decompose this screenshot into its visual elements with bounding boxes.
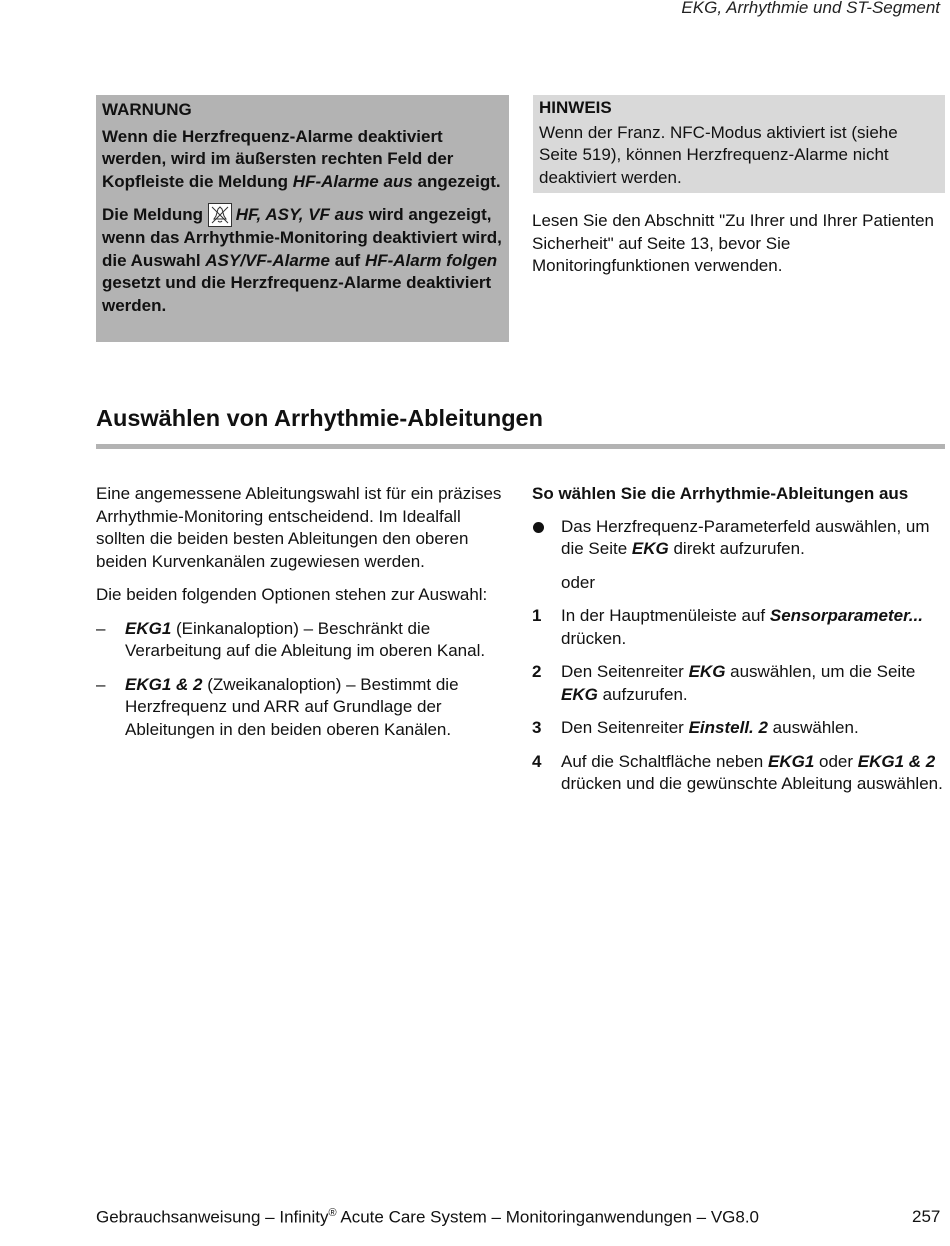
step-text: Auf die Schaltfläche neben [561, 751, 768, 771]
bullet-text-end: direkt aufzurufen. [668, 539, 805, 558]
right-column [532, 483, 947, 807]
page-number: 257 [912, 1207, 941, 1226]
step-number: 4 [532, 751, 542, 771]
warning-p2-text-2: wird angezeigt, wenn das Arrhythmie-Monitoring deaktiviert wird, die Auswahl [102, 205, 502, 270]
step-text: oder [814, 751, 858, 771]
intro-paragraph: Eine angemessene Ableitungswahl ist für ein präzises Arrhythmie-Monitoring entscheidend. Im Idealfall sollten die beiden besten Ableitungen den oberen beiden Kurvenkanälen zugewiesen werden. [96, 484, 502, 571]
option-name: EKG1 [125, 618, 172, 638]
registered-mark: ® [328, 1207, 337, 1219]
or-text: oder [561, 572, 596, 592]
step-text: Den Seitenreiter [561, 718, 689, 737]
warning-p2-text: Die Meldung [102, 205, 208, 224]
warning-box [96, 95, 509, 342]
step-text: drücken. [561, 628, 627, 648]
page-footer [96, 1207, 759, 1228]
step-text: drücken und die gewünschte Ableitung auswählen. [561, 774, 943, 793]
warning-p1-end: angezeigt. [412, 171, 501, 191]
step-text: auswählen, um die Seite [725, 662, 916, 681]
step-item [532, 661, 947, 706]
step-text: In der Hauptmenüleiste auf [561, 606, 770, 625]
footer-text-2: Acute Care System – Monitoringanwendungen – VG8.0 [336, 1207, 760, 1227]
warning-p2-message: HF, ASY, VF aus [235, 205, 364, 224]
procedure-title: So wählen Sie die Arrhythmie-Ableitungen aus [532, 484, 909, 503]
step-text: aufzurufen. [597, 684, 688, 704]
step-item [532, 717, 947, 740]
bullet-page-name: EKG [631, 539, 669, 558]
warning-p1-text: Wenn die Herzfrequenz-Alarme deaktiviert werden, wird im äußersten rechten Feld der Kopfleiste die Meldung [102, 126, 454, 191]
warning-title: WARNUNG [102, 100, 192, 119]
bullet-icon [533, 522, 544, 533]
warning-p2-end: gesetzt und die Herzfrequenz-Alarme deaktiviert werden. [102, 273, 492, 315]
warning-paragraph-2 [102, 203, 503, 317]
section-heading: Auswählen von Arrhythmie-Ableitungen [96, 405, 543, 431]
step-emphasis: EKG [688, 662, 726, 681]
step-number: 2 [532, 662, 542, 681]
option-description: (Einkanaloption) – Beschränkt die Verarbeitung auf die Ableitung im oberen Kanal. [125, 618, 486, 660]
running-header: EKG, Arrhythmie und ST-Segment [681, 0, 940, 17]
warning-p2-setting: ASY/VF-Alarme [205, 250, 330, 270]
option-name: EKG1 & 2 [125, 674, 203, 694]
option-item [96, 618, 508, 663]
bullet-item [532, 516, 947, 561]
option-item [96, 674, 508, 742]
step-emphasis: Sensorparameter... [769, 606, 923, 625]
step-number: 1 [532, 606, 542, 625]
warning-p1-message: HF-Alarme aus [292, 171, 413, 191]
note-text: Wenn der Franz. NFC-Modus aktiviert ist (siehe Seite 519), können Herzfrequenz-Alarme nicht deaktiviert werden. [539, 122, 898, 187]
warning-p2-value: HF-Alarm folgen [364, 250, 498, 270]
step-number: 3 [532, 718, 542, 737]
alarm-off-icon [208, 203, 232, 227]
footer-text: Gebrauchsanweisung – Infinity [96, 1207, 329, 1227]
warning-paragraph-1 [102, 126, 503, 194]
step-item [532, 751, 947, 796]
step-text: auswählen. [767, 718, 859, 737]
note-title: HINWEIS [539, 98, 612, 117]
dash-mark: – [96, 674, 106, 694]
step-emphasis: Einstell. 2 [688, 718, 768, 737]
heading-rule [96, 444, 945, 449]
note-box [533, 95, 945, 193]
safety-reference: Lesen Sie den Abschnitt "Zu Ihrer und Ihrer Patienten Sicherheit" auf Seite 13, bevor Sie Monitoringfunktionen verwenden. [532, 211, 935, 275]
options-intro: Die beiden folgenden Optionen stehen zur Auswahl: [96, 585, 488, 604]
step-emphasis: EKG [561, 684, 598, 704]
step-text: Den Seitenreiter [561, 662, 689, 681]
bullet-text: Das Herzfrequenz-Parameterfeld auswählen, um die Seite [561, 516, 930, 558]
step-emphasis: EKG1 [767, 751, 815, 771]
warning-p2-text-3: auf [329, 250, 365, 270]
option-description: (Zweikanaloption) – Bestimmt die Herzfrequenz und ARR auf Grundlage der Ableitungen in den beiden oberen Kanälen. [125, 674, 459, 739]
left-column [96, 483, 508, 752]
dash-mark: – [96, 618, 106, 638]
step-emphasis: EKG1 & 2 [857, 751, 936, 771]
step-item [532, 605, 947, 650]
